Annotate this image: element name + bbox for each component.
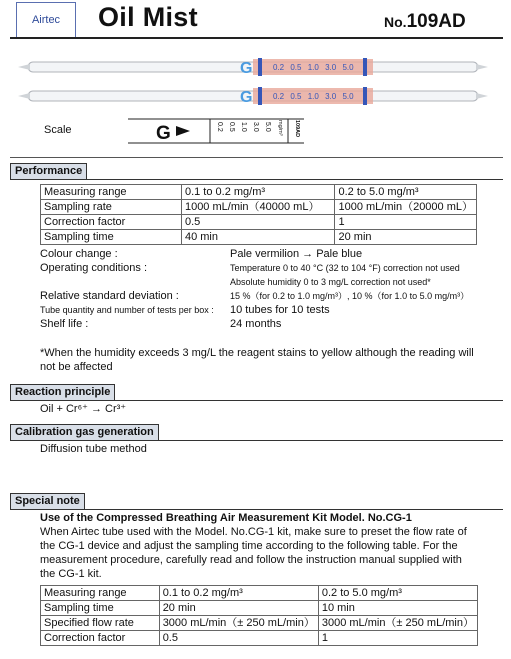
table-cell: 1000 mL/min（40000 mL） xyxy=(181,200,335,215)
detail-label: Operating conditions : xyxy=(40,262,148,274)
table-row xyxy=(41,200,477,215)
table-cell: 40 min xyxy=(181,230,335,245)
tube1-mark-3: 3.0 xyxy=(325,63,337,72)
table-cell: 1 xyxy=(318,631,477,646)
performance-heading xyxy=(10,163,503,180)
tube2-mark-3: 3.0 xyxy=(325,92,337,101)
table-cell: Measuring range xyxy=(41,586,160,601)
scale-mark-4: 5.0 xyxy=(264,122,271,132)
table-cell: 1 xyxy=(335,215,477,230)
tube2-mark-0: 0.2 xyxy=(273,92,285,101)
table-row xyxy=(41,616,478,631)
detail-row xyxy=(40,289,500,303)
table-cell: 10 min xyxy=(318,601,477,616)
detail-value: Temperature 0 to 40 °C (32 to 104 °F) correction not used xyxy=(230,263,460,273)
reaction-heading-rule xyxy=(10,400,503,401)
table-row xyxy=(41,631,478,646)
table-cell: Correction factor xyxy=(41,215,182,230)
detector-tube-image-1 xyxy=(18,55,488,79)
calibration-method: Diffusion tube method xyxy=(40,443,147,455)
table-cell: Measuring range xyxy=(41,185,182,200)
detail-label: Tube quantity and number of tests per box : xyxy=(40,305,214,315)
table-cell: 20 min xyxy=(159,601,318,616)
performance-table xyxy=(40,184,477,245)
table-cell: Sampling time xyxy=(41,601,160,616)
table-row xyxy=(41,215,477,230)
table-cell: 0.2 to 5.0 mg/m³ xyxy=(335,185,477,200)
tube2-mark-2: 1.0 xyxy=(307,92,319,101)
section-divider xyxy=(10,157,503,158)
humidity-note: *When the humidity exceeds 3 mg/L the reagent stains to yellow although the reading will not be affected xyxy=(40,347,474,373)
table-cell: 3000 mL/min（± 250 mL/min） xyxy=(159,616,318,631)
detail-label: Colour change : xyxy=(40,248,118,260)
detail-value: 24 months xyxy=(230,318,282,330)
table-cell: 3000 mL/min（± 250 mL/min） xyxy=(318,616,477,631)
detail-row xyxy=(40,261,500,275)
special-note-heading-rule xyxy=(10,509,503,510)
scale-mark-1: 0.5 xyxy=(228,122,235,132)
detail-row xyxy=(40,303,500,317)
table-cell: 0.5 xyxy=(159,631,318,646)
detail-label: Shelf life : xyxy=(40,318,89,330)
detail-value: 15 %（for 0.2 to 1.0 mg/m³）, 10 %（for 1.0 to 5.0 mg/m³） xyxy=(230,291,470,301)
brand-badge: Airtec xyxy=(16,2,76,38)
scale-code: 109AD xyxy=(294,120,300,138)
performance-details xyxy=(40,247,500,331)
scale-unit: mg/m³ xyxy=(277,120,283,136)
cg1-table xyxy=(40,585,478,646)
table-row xyxy=(41,586,478,601)
detail-value: Pale vermilion → Pale blue xyxy=(230,248,363,260)
tube2-mark-4: 5.0 xyxy=(342,92,354,101)
table-cell: 1000 mL/min（20000 mL） xyxy=(335,200,477,215)
special-note-paragraph: When Airtec tube used with the Model. No.CG-1 kit, make sure to preset the flow rate of the CG-1 device and adjust the sampling time according to the following table. For the measurement procedure, carefully read and follow the instruction manual supplied with the CG-1 kit. xyxy=(40,526,467,580)
model-number xyxy=(384,11,466,33)
scale-mark-2: 1.0 xyxy=(240,122,247,132)
detail-label: Relative standard deviation : xyxy=(40,290,179,302)
tube1-mark-1: 0.5 xyxy=(290,63,302,72)
page-title: Oil Mist xyxy=(98,2,198,32)
table-row xyxy=(41,230,477,245)
reaction-heading-label: Reaction principle xyxy=(10,384,115,401)
performance-heading-label: Performance xyxy=(10,163,87,180)
detector-tube-image-2 xyxy=(18,84,488,108)
model-code: 109AD xyxy=(406,11,466,32)
calibration-heading-label: Calibration gas generation xyxy=(10,424,159,441)
scale-diagram xyxy=(128,118,304,144)
tube1-mark-4: 5.0 xyxy=(342,63,354,72)
tube1-mark-2: 1.0 xyxy=(307,63,319,72)
table-cell: 0.1 to 0.2 mg/m³ xyxy=(181,185,335,200)
detail-row xyxy=(40,317,500,331)
table-cell: 0.1 to 0.2 mg/m³ xyxy=(159,586,318,601)
tube-logo-1: G xyxy=(240,60,253,77)
tube2-mark-1: 0.5 xyxy=(290,92,302,101)
detail-row xyxy=(40,275,500,289)
table-row xyxy=(41,601,478,616)
table-cell: Correction factor xyxy=(41,631,160,646)
tube-scale-1 xyxy=(273,63,354,72)
detail-row xyxy=(40,247,500,261)
model-prefix: No. xyxy=(384,14,407,30)
scale-label: Scale xyxy=(44,124,72,136)
header-rule xyxy=(10,37,503,39)
calibration-heading xyxy=(10,424,503,441)
detail-label xyxy=(40,275,230,289)
special-note-heading xyxy=(10,493,503,510)
table-row xyxy=(41,185,477,200)
detail-value: Absolute humidity 0 to 3 mg/L correction not used* xyxy=(230,277,431,287)
reaction-formula: Oil + Cr⁶⁺ → Cr³⁺ xyxy=(40,403,127,415)
detail-value: 10 tubes for 10 tests xyxy=(230,304,330,316)
table-cell: Sampling time xyxy=(41,230,182,245)
table-cell: 20 min xyxy=(335,230,477,245)
special-note-heading-label: Special note xyxy=(10,493,85,510)
calibration-heading-rule xyxy=(10,440,503,441)
tube-scale-2 xyxy=(273,92,354,101)
scale-mark-3: 3.0 xyxy=(252,122,259,132)
performance-heading-rule xyxy=(10,179,503,180)
reaction-heading xyxy=(10,384,503,401)
scale-logo: G xyxy=(156,123,171,144)
table-cell: 0.2 to 5.0 mg/m³ xyxy=(318,586,477,601)
table-cell: 0.5 xyxy=(181,215,335,230)
scale-mark-0: 0.2 xyxy=(216,122,223,132)
table-cell: Specified flow rate xyxy=(41,616,160,631)
tube-logo-2: G xyxy=(240,89,253,106)
tube1-mark-0: 0.2 xyxy=(273,63,285,72)
table-cell: Sampling rate xyxy=(41,200,182,215)
special-note-subtitle: Use of the Compressed Breathing Air Measurement Kit Model. No.CG-1 xyxy=(40,512,412,524)
